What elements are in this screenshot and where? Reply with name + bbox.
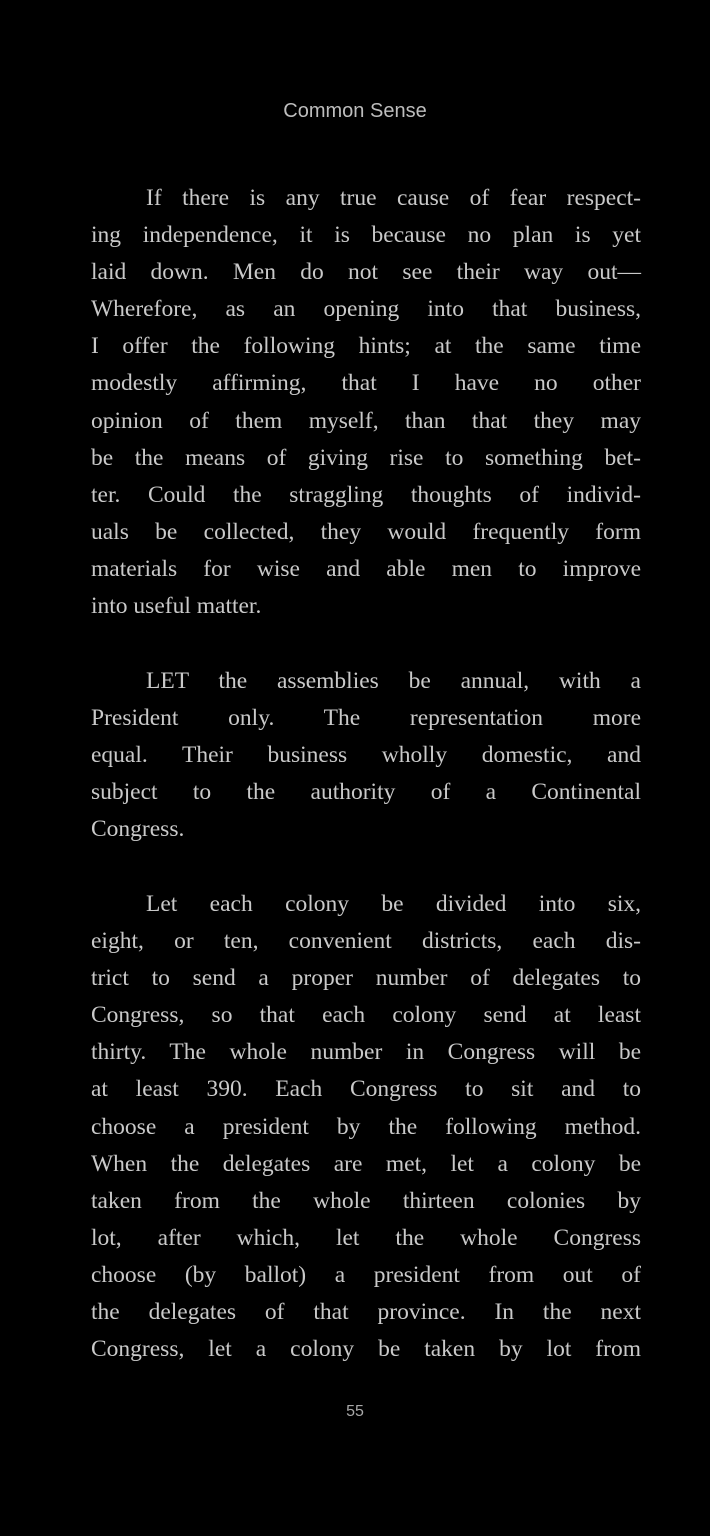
text-line: ing independence, it is because no plan is yet bbox=[91, 222, 641, 249]
text-line: laid down. Men do not see their way out— bbox=[91, 259, 641, 286]
text-line: Let each colony be divided into six, bbox=[146, 891, 641, 917]
text-line: President only. The representation more bbox=[91, 705, 641, 732]
text-line: trict to send a proper number of delegates to bbox=[91, 965, 641, 992]
text-line: choose a president by the following method. bbox=[91, 1113, 641, 1140]
text-line: opinion of them myself, than that they may bbox=[91, 407, 641, 434]
text-line: Congress, so that each colony send at least bbox=[91, 1002, 641, 1029]
text-line: the delegates of that province. In the next bbox=[91, 1299, 641, 1326]
book-title-header: Common Sense bbox=[283, 100, 427, 122]
text-line: at least 390. Each Congress to sit and to bbox=[91, 1076, 641, 1103]
text-line: thirty. The whole number in Congress will be bbox=[91, 1039, 641, 1066]
text-line: ter. Could the straggling thoughts of individ- bbox=[91, 481, 641, 508]
paragraph-2 bbox=[91, 663, 641, 848]
text-line: uals be collected, they would frequently form bbox=[91, 518, 641, 545]
text-line: LET the assemblies be annual, with a bbox=[146, 668, 641, 694]
text-line: be the means of giving rise to something bet- bbox=[91, 444, 641, 471]
text-line: materials for wise and able men to improve bbox=[91, 555, 641, 582]
text-line: into useful matter. bbox=[91, 593, 262, 620]
paragraph-3 bbox=[91, 886, 641, 1368]
text-line: choose (by ballot) a president from out of bbox=[91, 1261, 641, 1288]
text-line: modestly affirming, that I have no other bbox=[91, 370, 641, 397]
text-line: Wherefore, as an opening into that business, bbox=[91, 296, 641, 323]
text-line: Congress. bbox=[91, 816, 185, 843]
text-line: lot, after which, let the whole Congress bbox=[91, 1224, 641, 1251]
page-number: 55 bbox=[346, 1403, 364, 1420]
paragraph-1 bbox=[91, 180, 641, 625]
text-line: Congress, let a colony be taken by lot from bbox=[91, 1336, 641, 1363]
text-line: eight, or ten, convenient districts, each dis- bbox=[91, 928, 641, 955]
text-line: I offer the following hints; at the same time bbox=[91, 333, 641, 360]
text-line: If there is any true cause of fear respect- bbox=[146, 185, 641, 211]
text-line: equal. Their business wholly domestic, and bbox=[91, 742, 641, 769]
text-line: subject to the authority of a Continental bbox=[91, 779, 641, 806]
text-line: When the delegates are met, let a colony be bbox=[91, 1150, 641, 1177]
text-line: taken from the whole thirteen colonies by bbox=[91, 1187, 641, 1214]
